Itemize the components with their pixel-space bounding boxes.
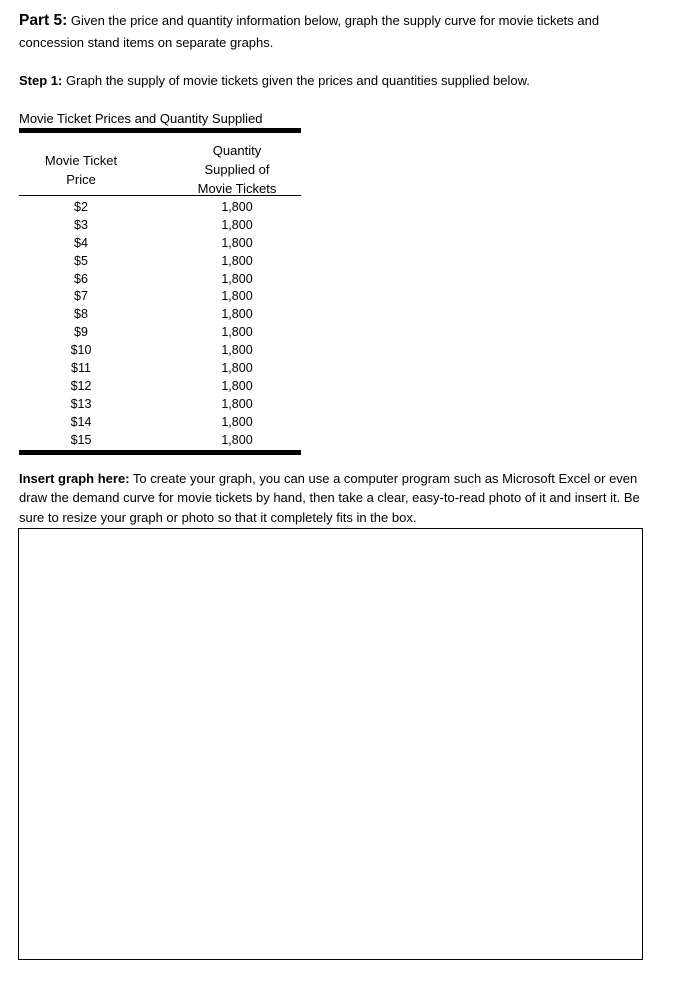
price-cell: $5 <box>74 253 88 268</box>
quantity-cell: 1,800 <box>221 217 253 232</box>
price-cell: $10 <box>70 343 92 358</box>
table-row <box>19 253 301 271</box>
price-cell: $14 <box>70 414 92 429</box>
quantity-cell: 1,800 <box>221 253 253 268</box>
table-row <box>19 342 301 360</box>
table-row <box>19 271 301 289</box>
price-cell: $2 <box>74 200 88 214</box>
price-cell: $15 <box>70 432 92 447</box>
price-cell: $13 <box>70 396 92 411</box>
step-label: Step 1: <box>19 73 63 88</box>
table-row <box>19 396 301 414</box>
table-row <box>19 235 301 253</box>
insert-text: To create your graph, you can use a computer program such as Microsoft Excel or even draw the demand curve for movie tickets by hand, then take a clear, easy-to-read photo of it and insert it. Be sure to resize your graph or photo so that it completely fits in the box. <box>19 471 640 525</box>
quantity-cell: 1,800 <box>221 235 253 250</box>
table-row <box>19 288 301 306</box>
part-text: Given the price and quantity information below, graph the supply curve for movie tickets and concession stand items on separate graphs. <box>19 13 600 50</box>
price-cell: $7 <box>74 289 88 304</box>
quantity-cell: 1,800 <box>221 325 253 340</box>
table-bottom-rule <box>19 450 301 455</box>
quantity-cell: 1,800 <box>221 200 253 214</box>
header-price-line-1: Movie Ticket <box>44 153 118 168</box>
part-5-instructions <box>19 10 659 54</box>
header-price-line-2: Price <box>66 172 96 187</box>
quantity-cell: 1,800 <box>221 343 253 358</box>
price-cell: $12 <box>70 378 92 393</box>
quantity-cell: 1,800 <box>221 396 253 411</box>
header-quantity-line-2: Supplied of <box>204 162 270 177</box>
table-row <box>19 217 301 235</box>
table-caption: Movie Ticket Prices and Quantity Supplied <box>19 111 263 126</box>
quantity-cell: 1,800 <box>221 414 253 429</box>
price-cell: $8 <box>74 307 88 322</box>
supply-table <box>19 128 301 455</box>
step-text: Graph the supply of movie tickets given the prices and quantities supplied below. <box>62 73 530 88</box>
price-cell: $4 <box>74 235 88 250</box>
table-row <box>19 414 301 432</box>
header-quantity-line-3: Movie Tickets <box>197 181 277 196</box>
quantity-cell: 1,800 <box>221 307 253 322</box>
table-row <box>19 432 301 450</box>
step-1-instructions <box>19 72 530 90</box>
price-cell: $9 <box>74 325 88 340</box>
table-row <box>19 360 301 378</box>
quantity-cell: 1,800 <box>221 289 253 304</box>
header-quantity <box>173 141 301 198</box>
table-row <box>19 199 301 217</box>
price-cell: $6 <box>74 271 88 286</box>
quantity-cell: 1,800 <box>221 378 253 393</box>
quantity-cell: 1,800 <box>221 432 253 447</box>
header-price <box>19 151 143 189</box>
header-quantity-line-1: Quantity <box>212 143 262 158</box>
quantity-cell: 1,800 <box>221 271 253 286</box>
insert-label: Insert graph here: <box>19 471 130 486</box>
table-row <box>19 378 301 396</box>
price-cell: $11 <box>71 361 91 376</box>
part-label: Part 5: <box>19 12 68 29</box>
table-row <box>19 324 301 342</box>
graph-insert-box[interactable] <box>18 528 643 960</box>
price-cell: $3 <box>74 217 88 232</box>
quantity-cell: 1,800 <box>221 361 253 376</box>
table-header <box>19 133 301 196</box>
insert-graph-instructions <box>19 469 659 527</box>
table-row <box>19 306 301 324</box>
